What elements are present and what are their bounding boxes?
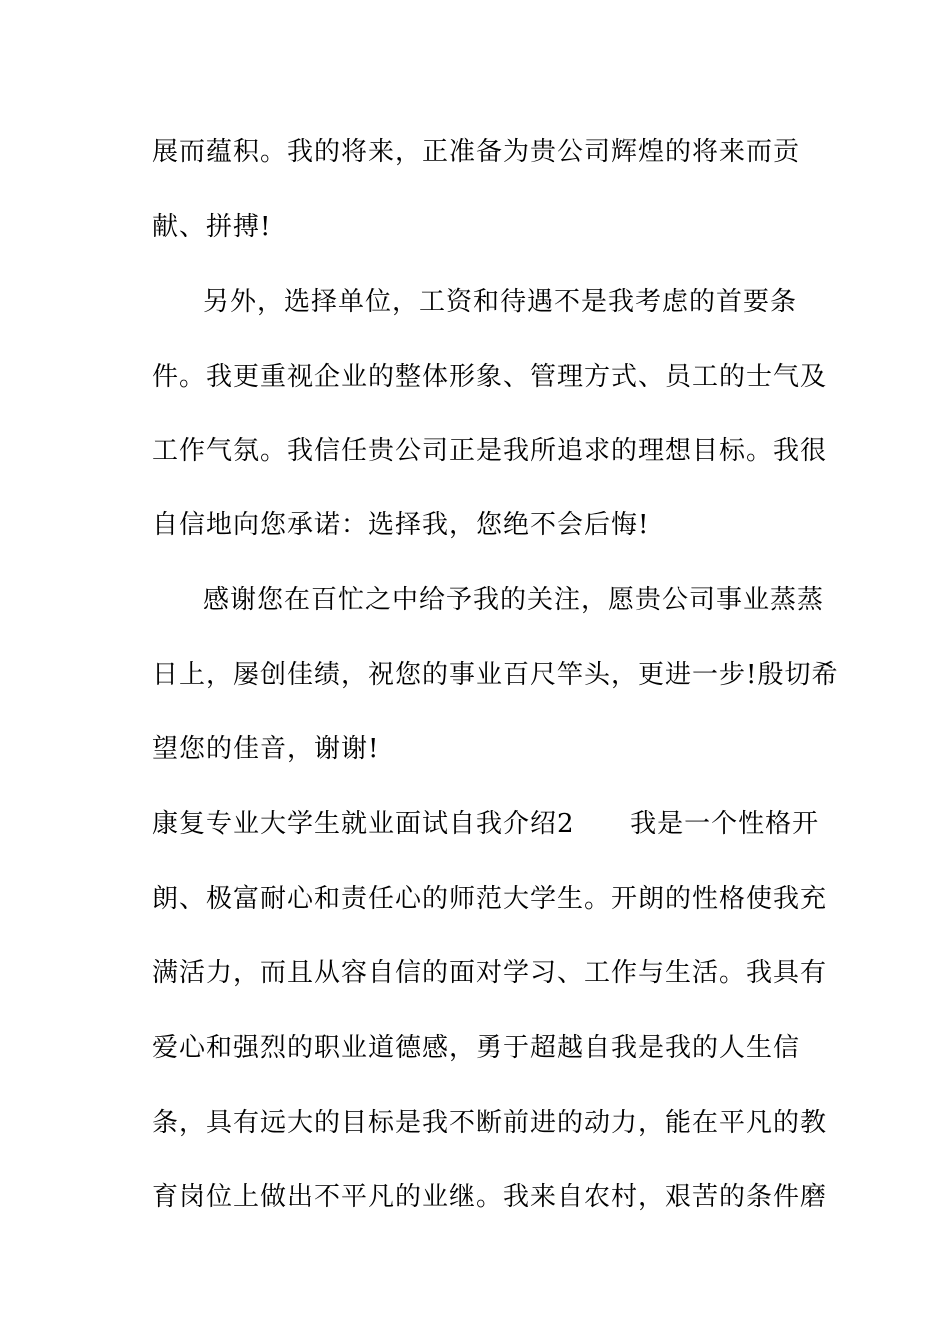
text-line: 朗、极富耐心和责任心的师范大学生。开朗的性格使我充: [152, 884, 828, 914]
text-line: 工作气氛。我信任贵公司正是我所追求的理想目标。我很: [152, 436, 828, 466]
text-line: 条，具有远大的目标是我不断前进的动力，能在平凡的教: [152, 1108, 828, 1138]
text-line: 爱心和强烈的职业道德感，勇于超越自我是我的人生信: [152, 1033, 801, 1063]
text-line: 日上，屡创佳绩，祝您的事业百尺竿头，更进一步!殷切希: [152, 660, 839, 690]
text-line: 件。我更重视企业的整体形象、管理方式、员工的士气及: [152, 362, 828, 392]
text-line: 献、拼搏!: [152, 212, 272, 242]
section-heading-line: 康复专业大学生就业面试自我介绍2 我是一个性格开: [152, 809, 820, 839]
text-line: 自信地向您承诺：选择我，您绝不会后悔!: [152, 510, 650, 540]
paragraph-first-line: 另外，选择单位，工资和待遇不是我考虑的首要条: [203, 287, 798, 317]
text-line: 展而蕴积。我的将来，正准备为贵公司辉煌的将来而贡: [152, 137, 801, 167]
text-line: 育岗位上做出不平凡的业继。我来自农村，艰苦的条件磨: [152, 1182, 828, 1212]
text-line: 满活力，而且从容自信的面对学习、工作与生活。我具有: [152, 958, 828, 988]
text-line: 望您的佳音，谢谢!: [152, 734, 380, 764]
paragraph-first-line: 感谢您在百忙之中给予我的关注，愿贵公司事业蒸蒸: [203, 585, 825, 615]
